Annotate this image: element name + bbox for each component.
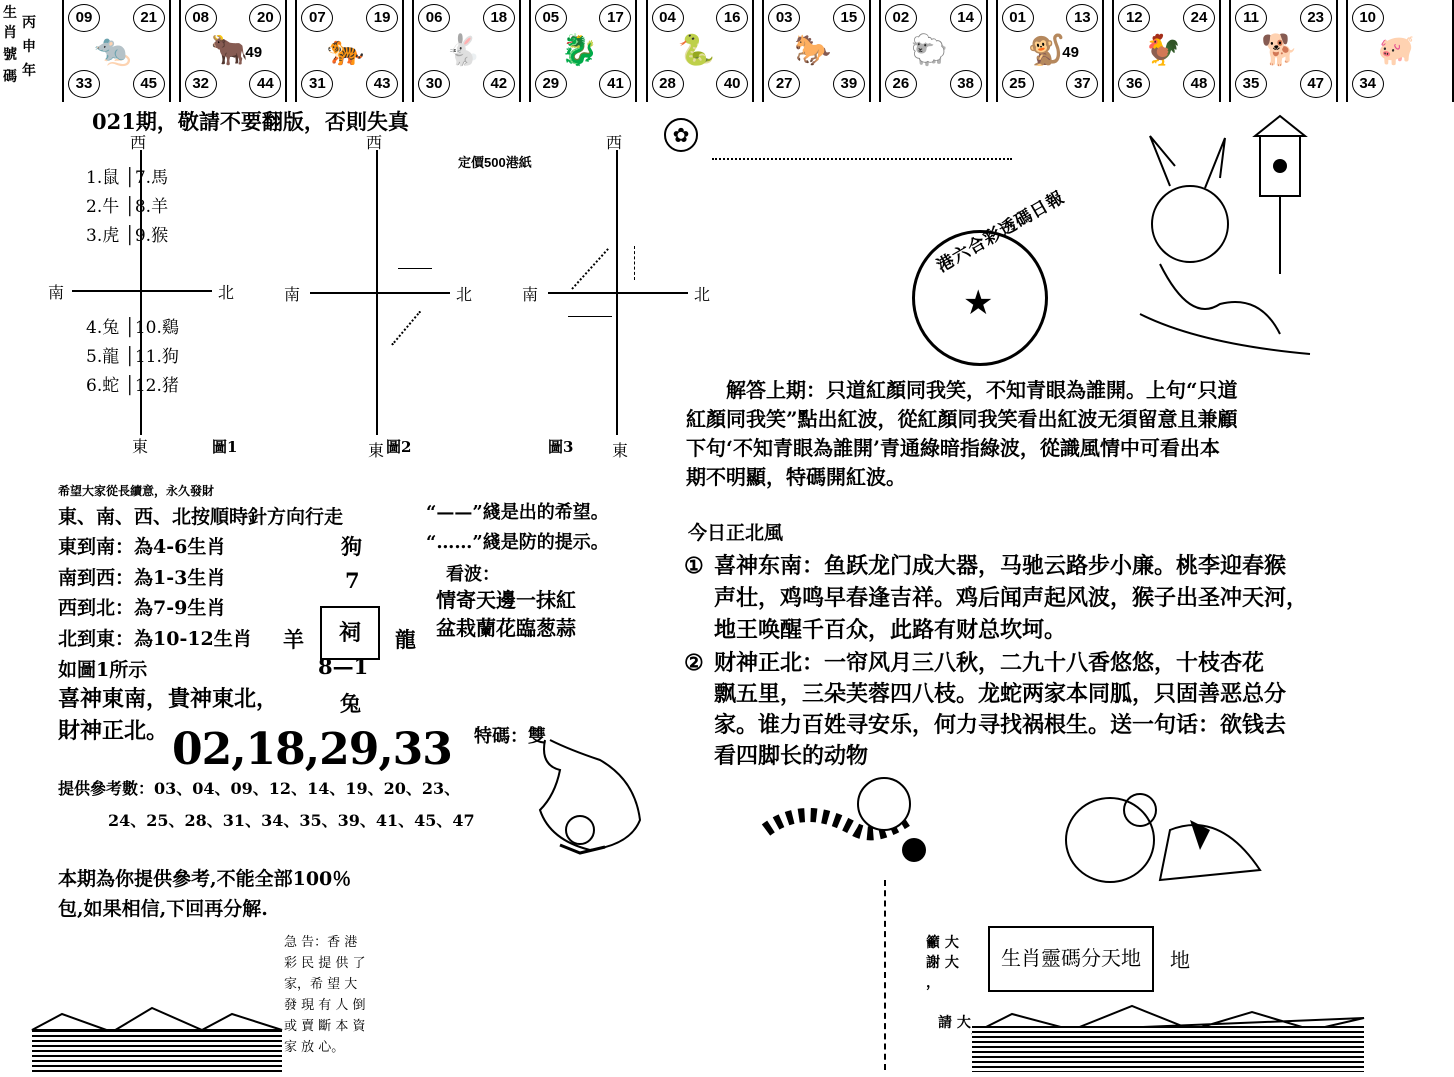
zodiac-cell — [1112, 0, 1221, 102]
zodiac-number: 05 — [535, 4, 567, 32]
zodiac-number: 33 — [68, 70, 100, 98]
zodiac-number: 29 — [535, 70, 567, 98]
as-figure-text: 如圖1所示 — [58, 659, 148, 681]
zodiac-number: 10 — [1352, 4, 1384, 32]
fig-label-2: 圖2 — [386, 438, 412, 456]
hint-line — [571, 248, 609, 289]
zodiac-number: 30 — [418, 70, 450, 98]
zodiac-number: 06 — [418, 4, 450, 32]
zodiac-number: 21 — [133, 4, 165, 32]
zodiac-cell — [762, 0, 871, 102]
zodiac-cell — [879, 0, 988, 102]
emblem-icon: ✿ — [664, 118, 698, 152]
zodiac-number: 41 — [599, 70, 631, 98]
zodiac-number: 09 — [68, 4, 100, 32]
legend-dotted: “……”綫是防的提示。 — [426, 532, 609, 553]
zodiac-list-item: 5.龍 │11.狗 — [86, 347, 179, 367]
label-char: 碼 — [3, 69, 17, 85]
zodiac-number: 11 — [1235, 4, 1267, 32]
zodiac-number: 28 — [652, 70, 684, 98]
section-2 — [684, 648, 1364, 772]
star-icon: ★ — [963, 283, 994, 323]
worm-cartoon-illustration — [756, 770, 946, 870]
zodiac-number: 08 — [185, 4, 217, 32]
alert-line: 發 現 有 人 倒 — [284, 998, 366, 1013]
hope-line — [568, 316, 612, 317]
rat-icon: 🐀 — [94, 33, 132, 68]
shrine-box: 祠 — [320, 606, 380, 660]
dotted-rule — [712, 158, 1012, 160]
zodiac-cell — [412, 0, 521, 102]
dir-north: 北 — [694, 285, 711, 304]
wave-title: 看波： — [446, 564, 500, 585]
section-line: 飘五里，三朵芙蓉四八枝。龙蛇两家本同胍，只固善恶总分 — [714, 681, 1287, 707]
pig-icon: 🐖 — [1377, 33, 1416, 68]
alert-box — [284, 932, 384, 1058]
goat-icon: 🐑 — [910, 33, 949, 68]
dir-east: 東 — [132, 437, 149, 456]
section-line: 财神正北：一帘风月三八秋，二九十八香悠悠，十枝杏花 — [714, 650, 1265, 676]
dir-north: 北 — [456, 285, 473, 304]
rabbit-icon: 🐇 — [444, 33, 482, 68]
zodiac-number: 20 — [249, 4, 281, 32]
sleeping-cartoon-illustration — [1040, 770, 1280, 890]
dir-east: 東 — [368, 441, 385, 460]
monkey-icon: 🐒 — [1027, 33, 1065, 68]
zodiac-cell — [295, 0, 404, 102]
zodiac-number: 34 — [1352, 70, 1384, 98]
zodiac-label-cell — [0, 0, 58, 102]
label-char: 年 — [22, 63, 36, 79]
zodiac-number: 17 — [599, 4, 631, 32]
zodiac-cell — [62, 0, 171, 102]
vertical-divider — [884, 880, 886, 1070]
zodiac-cell — [996, 0, 1105, 102]
eight-one: 8—1 — [318, 654, 369, 679]
zodiac-cell — [1229, 0, 1338, 102]
label-char: 申 — [22, 39, 36, 55]
dog-icon: 🐕 — [1261, 33, 1299, 68]
alert-line: 家 放 心。 — [284, 1040, 345, 1055]
zodiac-number: 45 — [133, 70, 165, 98]
zodiac-number: 26 — [885, 70, 917, 98]
dog-char: 狗 — [341, 534, 362, 559]
zodiac-number: 39 — [833, 70, 865, 98]
dir-west: 西 — [606, 133, 623, 152]
wave-line-1: 情寄天邊一抹紅 — [436, 588, 576, 612]
note-line-2: 包,如果相信,下回再分解. — [58, 898, 268, 920]
hatch-decoration-left — [32, 1030, 282, 1072]
zodiac-number: 36 — [1118, 70, 1150, 98]
zodiac-number: 43 — [366, 70, 398, 98]
fragment-text: ， — [926, 975, 940, 991]
gods-line-2: 財神正北。 — [58, 718, 169, 744]
reference-numbers-2: 24、25、28、31、34、35、39、41、45、47 — [108, 811, 475, 830]
zodiac-extra-number: 49 — [245, 44, 263, 61]
zodiac-number: 32 — [185, 70, 217, 98]
newspaper-stamp — [912, 187, 1069, 366]
tiger-icon: 🐅 — [327, 33, 365, 68]
dir-south: 南 — [284, 285, 301, 304]
zodiac-number: 35 — [1235, 70, 1267, 98]
zodiac-number: 14 — [950, 4, 982, 32]
zodiac-number: 19 — [366, 4, 398, 32]
zodiac-extra-number: 49 — [1062, 44, 1079, 61]
snake-icon: 🐍 — [677, 33, 715, 68]
fig-label-3: 圖3 — [548, 438, 574, 456]
zodiac-number: 47 — [1300, 70, 1332, 98]
zodiac-number: 23 — [1300, 4, 1332, 32]
dir-west: 西 — [366, 133, 383, 152]
zodiac-number: 13 — [1066, 4, 1098, 32]
east-to-south: 東到南：為4-6生肖 — [58, 536, 226, 558]
wish-text: 希望大家從長續意，永久發財 — [58, 484, 215, 498]
zodiac-list-item: 6.蛇 │12.猪 — [86, 376, 179, 396]
zodiac-cell — [179, 0, 288, 102]
dir-south: 南 — [48, 283, 65, 302]
answer-line: 紅顏同我笑”點出紅波，從紅顏同我笑看出紅波无須留意且兼顧 — [686, 407, 1238, 431]
fragment-text: 請 大 — [938, 1015, 971, 1031]
answer-line: 解答上期：只道紅顏同我笑，不知青眼為誰開。上句“只道 — [726, 378, 1238, 402]
label-char: 肖 — [3, 25, 17, 41]
zodiac-number: 16 — [716, 4, 748, 32]
zodiac-title-box: 生肖靈碼分天地 — [988, 926, 1154, 992]
answer-paragraph — [686, 376, 1366, 492]
section-line: 家。谁力百姓寻安乐，何力寻找祸根生。送一句话：欲钱去 — [714, 712, 1287, 738]
zodiac-number: 37 — [1066, 70, 1098, 98]
section-line: 声壮，鸡鸣早春逢吉祥。鸡后闻声起风波，猴子出圣冲天河， — [714, 585, 1309, 611]
zodiac-number: 04 — [652, 4, 684, 32]
fragment-text: 籲 大 — [926, 935, 959, 951]
price-label: 定價500港紙 — [458, 155, 532, 170]
rooster-icon: 🐓 — [1144, 33, 1182, 68]
dir-south: 南 — [522, 285, 539, 304]
zodiac-number: 40 — [716, 70, 748, 98]
label-char: 丙 — [22, 15, 36, 31]
zodiac-cell — [646, 0, 755, 102]
north-to-east: 北到東：為10-12生肖 — [58, 628, 252, 650]
sheep-char: 羊 — [283, 627, 304, 652]
ox-icon: 🐂 — [210, 33, 249, 68]
zodiac-number: 44 — [249, 70, 281, 98]
rule-text: 東、南、西、北按順時針方向行走 — [58, 506, 344, 528]
horse-icon: 🐎 — [794, 33, 832, 68]
dir-north: 北 — [218, 283, 235, 302]
hatch-decoration-right — [972, 1026, 1364, 1072]
gods-line-1: 喜神東南，貴神東北， — [58, 686, 279, 712]
zodiac-cell — [1346, 0, 1454, 102]
answer-line: 期不明顯，特碼開紅波。 — [686, 465, 906, 489]
zodiac-number: 24 — [1183, 4, 1215, 32]
special-code: 特碼：雙 — [474, 726, 546, 747]
reference-numbers-1: 提供參考數：03、04、09、12、14、19、20、23、 — [58, 779, 461, 798]
zodiac-number: 25 — [1002, 70, 1034, 98]
cartoon-illustration — [520, 730, 640, 860]
zodiac-number: 03 — [768, 4, 800, 32]
section-number: ① — [684, 553, 704, 579]
rabbit-char: 兔 — [340, 691, 361, 716]
zodiac-number: 31 — [301, 70, 333, 98]
fragment-text: 謝 大 — [926, 955, 959, 971]
zodiac-number: 48 — [1183, 70, 1215, 98]
zodiac-header-strip — [0, 0, 1416, 104]
zodiac-list-item: 1.鼠 │7.馬 — [86, 168, 169, 188]
zodiac-number: 27 — [768, 70, 800, 98]
label-char: 號 — [3, 47, 17, 63]
zodiac-number: 15 — [833, 4, 865, 32]
zodiac-list-item: 4.兔 │10.鷄 — [86, 318, 179, 338]
note-line-1: 本期為你提供參考,不能全部100％ — [58, 868, 352, 890]
zodiac-list-item: 3.虎 │9.猴 — [86, 226, 169, 246]
zodiac-number: 42 — [483, 70, 515, 98]
hint-line-vertical — [634, 246, 635, 280]
dir-west: 西 — [130, 133, 147, 152]
alert-line: 彩 民 提 供 了 — [284, 956, 366, 971]
label-char: 生 — [3, 5, 17, 21]
box-after-char: 地 — [1170, 948, 1190, 972]
alert-line: 急 告：香 港 — [284, 935, 358, 950]
rabbit-cartoon-illustration — [1110, 114, 1320, 364]
zodiac-cell — [529, 0, 638, 102]
zodiac-number: 07 — [301, 4, 333, 32]
zodiac-list-item: 2.牛 │8.羊 — [86, 197, 169, 217]
hope-line — [398, 268, 432, 269]
alert-line: 或 賣 斷 本 資 — [284, 1019, 366, 1034]
big-numbers: 02,18,29,33 — [172, 724, 452, 775]
section-1 — [684, 550, 1364, 646]
dir-east: 東 — [612, 441, 629, 460]
zodiac-number: 01 — [1002, 4, 1034, 32]
zodiac-number: 12 — [1118, 4, 1150, 32]
zodiac-number: 02 — [885, 4, 917, 32]
seven-char: 7 — [345, 568, 360, 593]
fig-label-1: 圖1 — [212, 438, 238, 456]
south-to-west: 南到西：為1-3生肖 — [58, 567, 226, 589]
dragon-icon: 🐉 — [560, 33, 599, 68]
answer-line: 下句‘不知青眼為誰開’青通綠暗指綠波，從識風情中可看出本 — [686, 436, 1220, 460]
section-line: 地王唤醒千百众，此路有财总坎坷。 — [714, 617, 1067, 643]
section-line: 喜神东南：鱼跃龙门成大器，马驰云路步小廉。桃李迎春猴 — [714, 553, 1287, 579]
section-number: ② — [684, 650, 704, 676]
west-to-north: 西到北：為7-9生肖 — [58, 597, 226, 619]
alert-line: 家，希 望 大 — [284, 977, 358, 992]
dragon-char: 龍 — [395, 627, 416, 652]
zodiac-number: 38 — [950, 70, 982, 98]
hint-line — [391, 311, 421, 346]
issue-notice: 021期，敬請不要翻版，否則失真 — [92, 109, 409, 134]
today-wind: 今日正北風 — [688, 522, 784, 544]
zodiac-number: 18 — [483, 4, 515, 32]
section-line: 看四脚长的动物 — [714, 743, 869, 769]
wave-line-2: 盆栽蘭花臨葱蒜 — [436, 616, 576, 640]
stamp-text: 港六合彩透碼日報 — [933, 187, 1069, 277]
legend-solid: “——”綫是出的希望。 — [426, 502, 609, 523]
